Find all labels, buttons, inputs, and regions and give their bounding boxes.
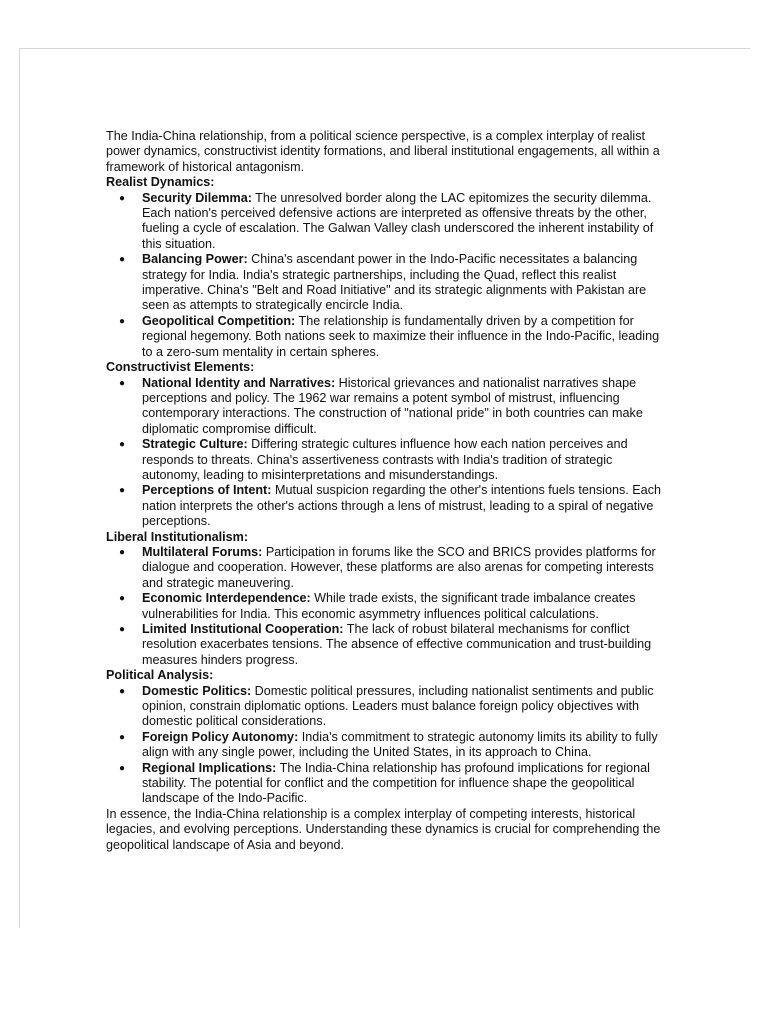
item-term: Balancing Power: [142,252,248,267]
list-item [106,591,666,622]
intro-paragraph: The India-China relationship, from a political science perspective, is a complex interplay of realist power dynamics, constructivist identity formations, and liberal institutional engagements, all within a framework of historical antagonism. [106,129,660,174]
bullet-list [106,545,666,668]
item-term: Security Dilemma: [142,190,252,205]
section-constructivist-elements [106,360,666,529]
bullet-icon: ● [119,192,126,204]
item-term: Regional Implications: [142,760,277,775]
item-text: Domestic political pressures, including nationalist sentiments and public opinion, constrain diplomatic options. Leaders must balance foreign policy objectives with domestic political considerations. [142,683,654,729]
bullet-list [106,684,666,807]
section-realist-dynamics [106,175,666,360]
list-item [106,761,666,807]
list-item [106,252,666,314]
bullet-icon: ● [119,377,126,389]
item-term: Limited Institutional Cooperation: [142,622,344,636]
section-heading: Constructivist Elements: [106,360,255,375]
bullet-icon: ● [119,439,126,451]
item-text: Differing strategic cultures influence how each nation perceives and responds to threats. China's assertiveness contrasts with India's tradition of strategic autonomy, leading to misinterpretations and misunderstandings. [142,437,628,482]
bullet-icon: ● [119,254,126,266]
list-item [106,314,666,360]
section-heading: Liberal Institutionalism: [106,529,249,544]
item-text: Mutual suspicion regarding the other's intentions fuels tensions. Each nation interprets the other's actions through a lens of mistrust, leading to a spiral of negative perceptions. [142,483,661,529]
list-item [106,730,666,761]
list-item [106,483,666,529]
bullet-icon: ● [119,731,126,743]
bullet-icon: ● [119,485,126,497]
bullet-icon: ● [119,546,126,558]
bullet-icon: ● [119,685,126,697]
item-term: Perceptions of Intent: [142,483,272,498]
item-text: The India-China relationship has profound implications for regional stability. The potential for conflict and the competition for influence shape the geopolitical landscape of the Indo-Pacific. [142,760,650,806]
item-text: The unresolved border along the LAC epitomizes the security dilemma. Each nation's perceived defensive actions are interpreted as offensive threats by the other, fueling a cycle of escalation. The Galwan Valley clash underscored the inherent instability of this situation. [142,190,654,251]
bullet-list [106,191,666,360]
list-item [106,191,666,253]
item-term: National Identity and Narratives: [142,375,336,390]
item-term: Geopolitical Competition: [142,313,296,328]
item-term: Foreign Policy Autonomy: [142,729,299,744]
item-term: Domestic Politics: [142,683,252,698]
section-heading: Realist Dynamics: [106,175,215,190]
list-item [106,684,666,730]
item-text: Historical grievances and nationalist narratives shape perceptions and policy. The 1962 war remains a potent symbol of mistrust, influencing contemporary interactions. The construction of "national pride" in both countries can make diplomatic compromise difficult. [142,375,643,436]
bullet-icon: ● [119,624,126,635]
section-political-analysis [106,668,666,807]
list-item [106,376,666,438]
bullet-icon: ● [119,762,126,774]
item-text: The lack of robust bilateral mechanisms for conflict resolution exacerbates tensions. The absence of effective communication and trust-building measures hinders progress. [142,622,652,667]
list-item [106,622,666,668]
item-term: Strategic Culture: [142,437,248,452]
item-text: While trade exists, the significant trade imbalance creates vulnerabilities for India. This economic asymmetry influences political calculations. [142,591,636,621]
document-body [106,129,666,853]
item-text: Participation in forums like the SCO and BRICS provides platforms for dialogue and cooperation. However, these platforms are also arenas for competing interests and strategic maneuvering. [142,544,656,590]
list-item [106,437,666,483]
list-item [106,545,666,591]
bullet-icon: ● [119,593,126,605]
bullet-list [106,376,666,530]
section-liberal-institutionalism [106,530,666,669]
item-text: India's commitment to strategic autonomy limits its ability to fully align with any single power, including the United States, in its approach to China. [142,729,658,760]
item-text: China's ascendant power in the Indo-Pacific necessitates a balancing strategy for India. India's strategic partnerships, including the Quad, reflect this realist imperative. China's "Belt and Road Initiative" and its strategic alignments with Pakistan are seen as attempts to strategically encircle India. [142,252,647,313]
item-term: Multilateral Forums: [142,544,263,559]
item-text: The relationship is fundamentally driven by a competition for regional hegemony. Both nations seek to maximize their influence in the Indo-Pacific, leading to a zero-sum mentality in certain spheres. [142,313,660,359]
bullet-icon: ● [119,315,126,327]
conclusion-paragraph: In essence, the India-China relationship is a complex interplay of competing interests, historical legacies, and evolving perceptions. Understanding these dynamics is crucial for comprehending the geopolitical landscape of Asia and beyond. [106,806,661,852]
section-heading: Political Analysis: [106,668,214,683]
item-term: Economic Interdependence: [142,591,311,606]
